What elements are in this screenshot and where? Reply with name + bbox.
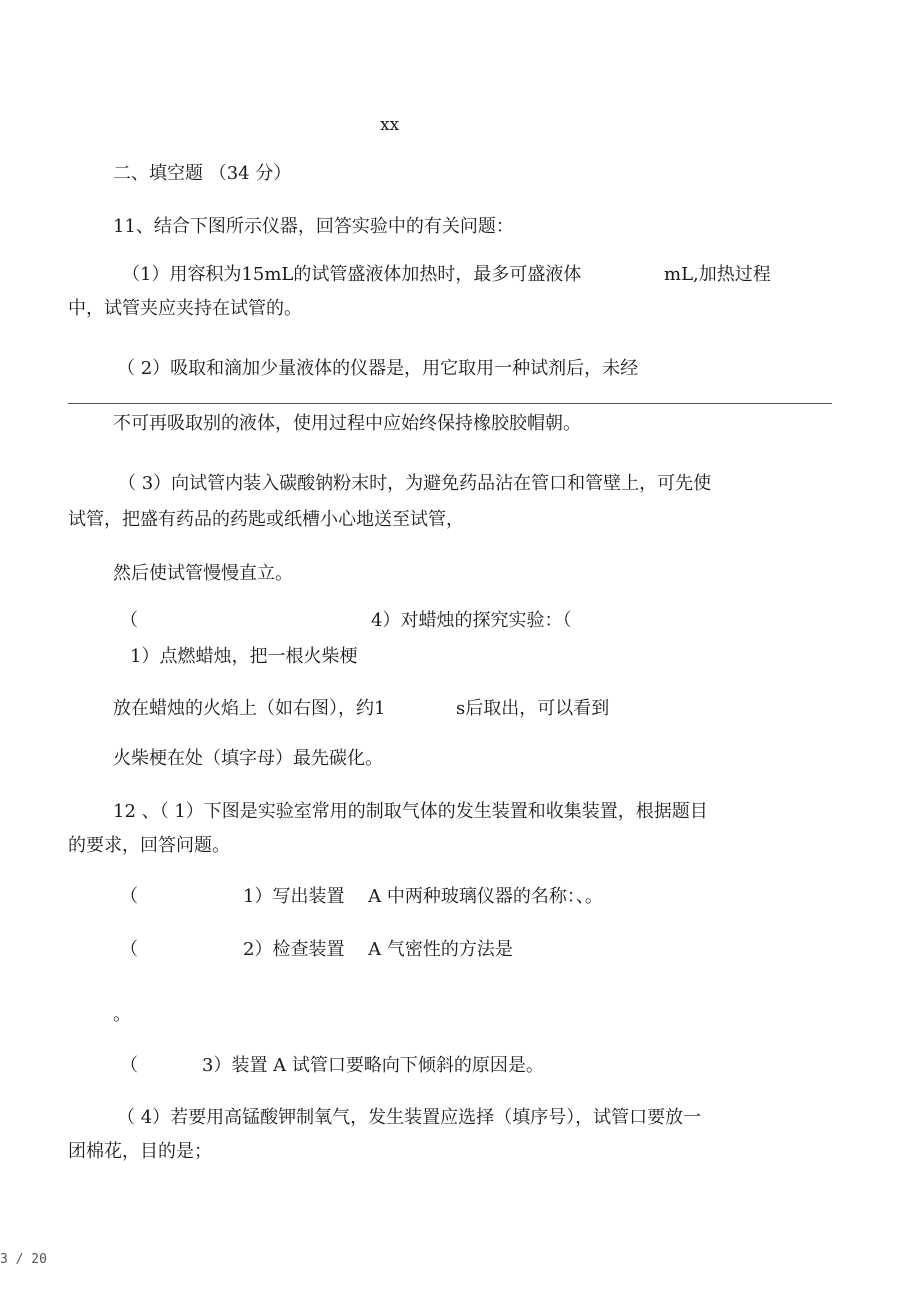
q11-p1-line1a: （1）用容积为15mL的试管盛液体加热时，最多可盛液体 [122, 264, 582, 285]
header-text: xx [380, 115, 400, 135]
page-number: 3 / 20 [0, 1252, 47, 1267]
q11-p1-line2: 中，试管夹应夹持在试管的。 [68, 298, 302, 319]
q12-s1: 1）写出装置 A 中两种玻璃仪器的名称：、。 [243, 886, 603, 907]
section-title: 二、填空题 （34 分） [113, 163, 292, 184]
q11-p4-open-paren: （ [120, 610, 138, 631]
q11-p1-line1b: mL,加热过程 [664, 264, 771, 285]
q12-intro-line2: 的要求，回答问题。 [68, 835, 230, 856]
q11-p3-line1: （ 3）向试管内装入碳酸钠粉末时，为避免药品沾在管口和管壁上，可先使 [118, 473, 712, 494]
q11-p2-line1: （ 2）吸取和滴加少量液体的仪器是，用它取用一种试剂后，未经 [117, 358, 639, 379]
q12-s2-end: 。 [113, 1004, 131, 1025]
q12-s2: 2）检查装置 A 气密性的方法是 [243, 939, 513, 960]
q11-p4-line3a: 放在蜡烛的火焰上（如右图），约1 [113, 698, 386, 719]
q11-p3-line2: 试管，把盛有药品的药匙或纸槽小心地送至试管， [68, 509, 464, 530]
q11-p4-line1: 4）对蜡烛的探究实验：（ [371, 610, 572, 631]
q12-intro-line1: 12 、（ 1）下图是实验室常用的制取气体的发生装置和收集装置，根据题目 [113, 801, 708, 822]
q11-p3-line3: 然后使试管慢慢直立。 [113, 563, 293, 584]
q11-p4-line3b: s后取出，可以看到 [456, 698, 610, 719]
q12-s4-line2: 团棉花，目的是； [68, 1141, 212, 1162]
q12-s3: 3）装置 A 试管口要略向下倾斜的原因是。 [202, 1055, 544, 1076]
q11-p2-line2: 不可再吸取别的液体，使用过程中应始终保持橡胶胶帽朝。 [113, 413, 581, 434]
q12-s1-open-paren: （ [120, 886, 138, 907]
q11-intro: 11、结合下图所示仪器，回答实验中的有关问题： [113, 216, 514, 237]
q12-s4-line1: （ 4）若要用高锰酸钾制氧气，发生装置应选择（填序号），试管口要放一 [117, 1107, 702, 1128]
q11-p4-line2: 1）点燃蜡烛，把一根火柴梗 [130, 646, 358, 667]
q11-p4-line4: 火柴梗在处（填字母）最先碳化。 [113, 748, 383, 769]
q12-s2-open-paren: （ [120, 939, 138, 960]
divider-line [68, 403, 832, 404]
q12-s3-open-paren: （ [120, 1055, 138, 1076]
